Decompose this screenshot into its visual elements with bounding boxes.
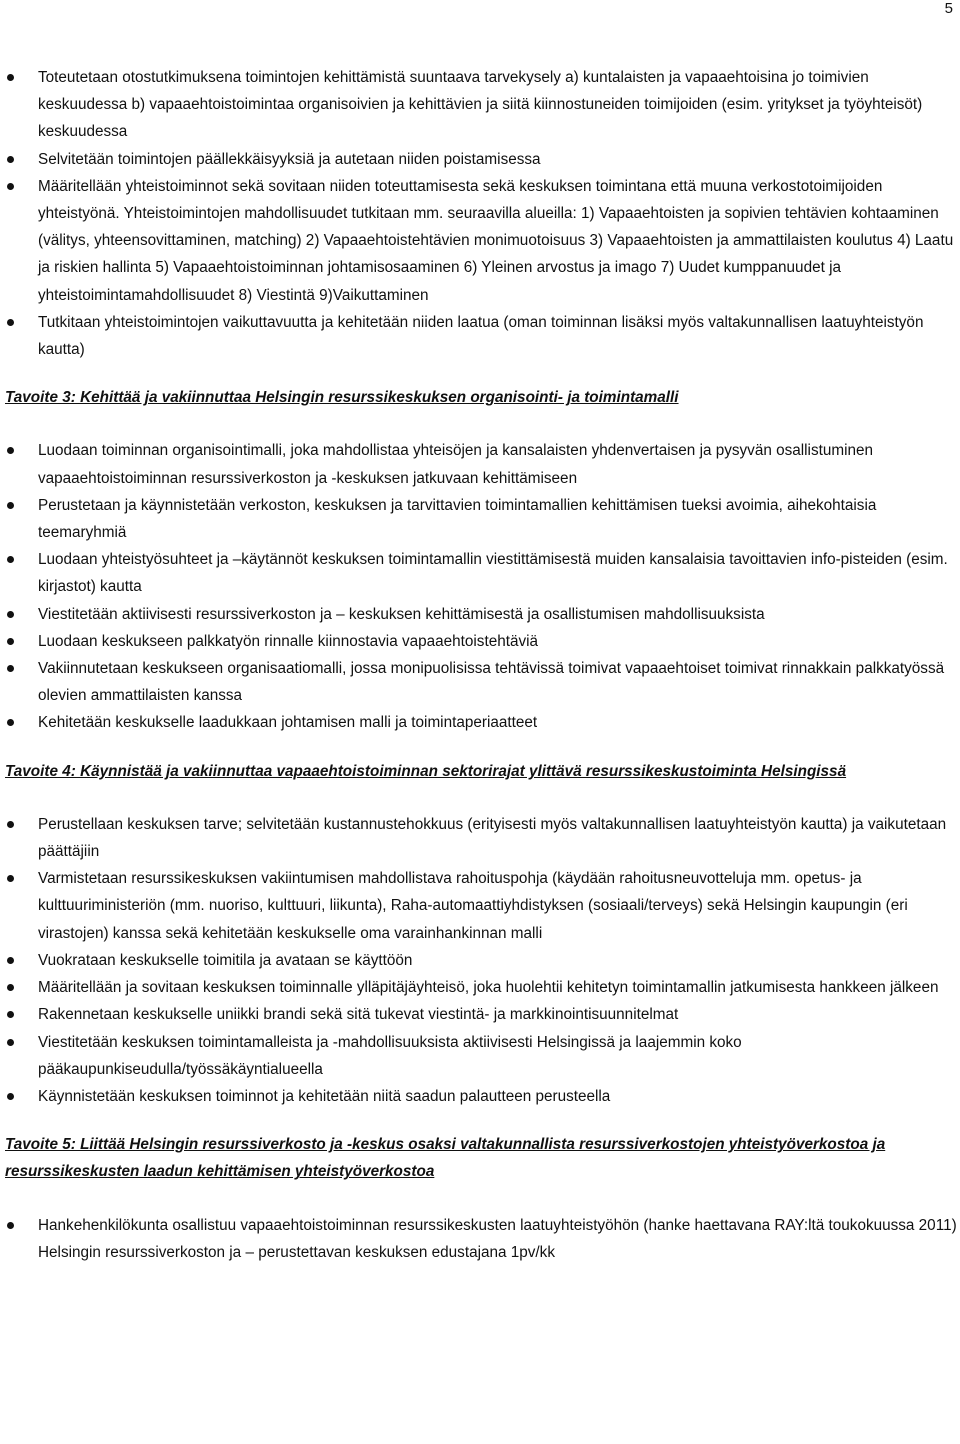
list-item: Luodaan yhteistyösuhteet ja –käytännöt keskuksen toimintamallin viestittämisestä muiden kansalaisia tavoittavien info-pisteiden (esim. kirjastot) kautta xyxy=(5,546,960,600)
page-number: 5 xyxy=(944,0,953,17)
list-item: Toteutetaan otostutkimuksena toimintojen kehittämistä suuntaava tarvekysely a) kuntalaisten ja vapaaehtoisina jo toimivien keskuudessa b) vapaaehtoistoimintaa organisoivien ja kehittävien ja siitä kiinnostuneiden toimijoiden (esim. yritykset ja työyhteisöt) keskuudessa xyxy=(5,64,960,146)
list-item: Luodaan keskukseen palkkatyön rinnalle kiinnostavia vapaaehtoistehtäviä xyxy=(5,628,960,655)
goal3-list xyxy=(5,437,960,736)
list-item: Vakiinnutetaan keskukseen organisaatiomalli, jossa monipuolisissa tehtävissä toimivat vapaaehtoiset toimivat rinnakkain palkkatyössä olevien ammattilaisten kanssa xyxy=(5,655,960,709)
goal4-heading: Tavoite 4: Käynnistää ja vakiinnuttaa vapaaehtoistoiminnan sektorirajat ylittävä resurssikeskustoiminta Helsingissä xyxy=(5,762,847,780)
list-item: Kehitetään keskukselle laadukkaan johtamisen malli ja toimintaperiaatteet xyxy=(5,709,960,736)
document-body xyxy=(5,64,960,1266)
goal5-heading: Tavoite 5: Liittää Helsingin resurssiverkosto ja -keskus osaksi valtakunnallista resurssiverkostojen yhteistyöverkostoa ja resurssikeskusten laadun kehittämisen yhteistyöverkostoa xyxy=(5,1136,886,1181)
list-item: Hankehenkilökunta osallistuu vapaaehtoistoiminnan resurssikeskusten laatuyhteistyöhön (hanke haettavana RAY:ltä toukokuussa 2011) Helsingin resurssiverkoston ja – perustettavan keskuksen edustajana 1pv/kk xyxy=(5,1212,960,1266)
list-item: Perustetaan ja käynnistetään verkoston, keskuksen ja tarvittavien toimintamallien kehittämisen tueksi avoimia, aihekohtaisia teemaryhmiä xyxy=(5,492,960,546)
goal4-list xyxy=(5,811,960,1110)
list-item: Selvitetään toimintojen päällekkäisyyksiä ja autetaan niiden poistamisessa xyxy=(5,146,960,173)
list-item: Määritellään ja sovitaan keskuksen toiminnalle ylläpitäjäyhteisö, joka huolehtii kehitetyn toimintamallin jatkumisesta hankkeen jälkeen xyxy=(5,974,960,1001)
goal5-list xyxy=(5,1212,960,1266)
list-item: Käynnistetään keskuksen toiminnot ja kehitetään niitä saadun palautteen perusteella xyxy=(5,1083,960,1110)
intro-list xyxy=(5,64,960,363)
list-item: Viestitetään keskuksen toimintamalleista ja -mahdollisuuksista aktiivisesti Helsingissä ja laajemmin koko pääkaupunkiseudulla/työssäkäyntialueella xyxy=(5,1029,960,1083)
list-item: Varmistetaan resurssikeskuksen vakiintumisen mahdollistava rahoituspohja (käydään rahoitusneuvotteluja mm. opetus- ja kulttuuriministeriön (mm. nuoriso, kulttuuri, liikunta), Raha-automaattiyhdistyksen (sosiaali/terveys) sekä Helsingin kaupungin (eri virastojen) kanssa sekä kehitetään keskukselle oma varainhankinnan malli xyxy=(5,865,960,947)
list-item: Tutkitaan yhteistoimintojen vaikuttavuutta ja kehitetään niiden laatua (oman toiminnan lisäksi myös valtakunnallisen laatuyhteistyön kautta) xyxy=(5,309,960,363)
list-item: Määritellään yhteistoiminnot sekä sovitaan niiden toteuttamisesta sekä keskuksen toimintana että muuna verkostotoimijoiden yhteistyönä. Yhteistoimintojen mahdollisuudet tutkitaan mm. seuraavilla alueilla: 1) Vapaaehtoisten ja sopivien tehtävien kohtaaminen (välitys, yhteensovittaminen, matching) 2) Vapaaehtoistehtävien monimuotoisuus 3) Vapaaehtoisten ja ammattilaisten koulutus 4) Laatu ja riskien hallinta 5) Vapaaehtoistoiminnan johtamisosaaminen 6) Yleinen arvostus ja imago 7) Uudet kumppanuudet ja yhteistoimintamahdollisuudet 8) Viestintä 9)Vaikuttaminen xyxy=(5,173,960,309)
list-item: Luodaan toiminnan organisointimalli, joka mahdollistaa yhteisöjen ja kansalaisten yhdenvertaisen ja pysyvän osallistuminen vapaaehtoistoiminnan resurssiverkoston ja -keskuksen jatkuvaan kehittämiseen xyxy=(5,437,960,491)
list-item: Vuokrataan keskukselle toimitila ja avataan se käyttöön xyxy=(5,947,960,974)
list-item: Rakennetaan keskukselle uniikki brandi sekä sitä tukevat viestintä- ja markkinointisuunnitelmat xyxy=(5,1001,960,1028)
goal3-heading: Tavoite 3: Kehittää ja vakiinnuttaa Helsingin resurssikeskuksen organisointi- ja toimintamalli xyxy=(5,389,679,407)
list-item: Viestitetään aktiivisesti resurssiverkoston ja – keskuksen kehittämisestä ja osallistumisen mahdollisuuksista xyxy=(5,601,960,628)
list-item: Perustellaan keskuksen tarve; selvitetään kustannustehokkuus (erityisesti myös valtakunnallisen laatuyhteistyön kautta) ja vaikutetaan päättäjiin xyxy=(5,811,960,865)
